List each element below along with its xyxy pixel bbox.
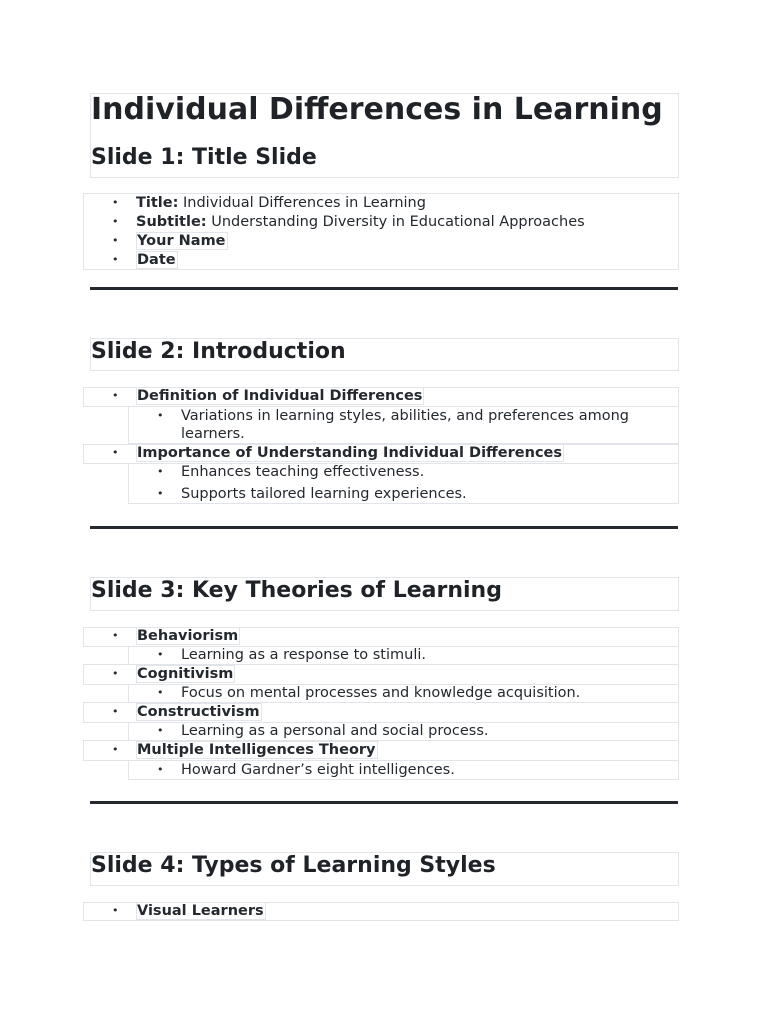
bullet-icon: •: [112, 904, 119, 917]
bullet-icon: •: [157, 409, 164, 422]
slide2-item-importance: Importance of Understanding Individual Differences: [137, 445, 563, 461]
bullet-icon: •: [112, 705, 119, 718]
bullet-icon: •: [112, 446, 119, 459]
slide1-item-your-name: Your Name: [137, 233, 226, 249]
bullet-icon: •: [157, 686, 164, 699]
bullet-icon: •: [157, 648, 164, 661]
slide3-item-behaviorism: Behaviorism: [137, 628, 239, 644]
slide2-item-definition: Definition of Individual Differences: [137, 388, 423, 404]
bullet-icon: •: [112, 629, 119, 642]
slide3-sub-cognitivism: Focus on mental processes and knowledge acquisition.: [181, 685, 581, 701]
slide1-item-subtitle: Subtitle: Understanding Diversity in Educational Approaches: [136, 214, 585, 230]
bullet-icon: •: [112, 743, 119, 756]
slide1-heading: Slide 1: Title Slide: [91, 145, 317, 170]
bullet-icon: •: [112, 667, 119, 680]
slide3-heading: Slide 3: Key Theories of Learning: [91, 578, 502, 603]
slide3-sub-constructivism: Learning as a personal and social process.: [181, 723, 489, 739]
bullet-icon: •: [112, 215, 119, 228]
section-divider: [90, 526, 678, 529]
slide3-sub-multiple-intelligences: Howard Gardner’s eight intelligences.: [181, 762, 455, 778]
bullet-icon: •: [112, 234, 119, 247]
slide2-sub-supports: Supports tailored learning experiences.: [181, 486, 467, 502]
slide2-sub-enhances: Enhances teaching effectiveness.: [181, 464, 425, 480]
bullet-icon: •: [157, 465, 164, 478]
bullet-icon: •: [157, 763, 164, 776]
slide3-item-constructivism: Constructivism: [137, 704, 260, 720]
section-divider: [90, 801, 678, 804]
slide3-sub-behaviorism: Learning as a response to stimuli.: [181, 647, 426, 663]
slide3-item-multiple-intelligences: Multiple Intelligences Theory: [137, 742, 376, 758]
slide3-item-cognitivism: Cognitivism: [137, 666, 234, 682]
section-divider: [90, 287, 678, 290]
slide2-sub-variations-2: learners.: [181, 426, 245, 442]
slide1-item-date: Date: [137, 252, 176, 268]
slide4-item-visual-learners: Visual Learners: [137, 903, 264, 919]
slide2-sub-variations-1: Variations in learning styles, abilities, and preferences among: [181, 408, 629, 424]
bullet-icon: •: [112, 389, 119, 402]
bullet-icon: •: [112, 253, 119, 266]
slide1-item-title: Title: Individual Differences in Learning: [136, 195, 426, 211]
bullet-icon: •: [157, 487, 164, 500]
bullet-icon: •: [157, 724, 164, 737]
slide2-heading: Slide 2: Introduction: [91, 339, 346, 364]
bullet-icon: •: [112, 196, 119, 209]
slide4-heading: Slide 4: Types of Learning Styles: [91, 853, 496, 878]
document-title: Individual Differences in Learning: [91, 92, 663, 127]
